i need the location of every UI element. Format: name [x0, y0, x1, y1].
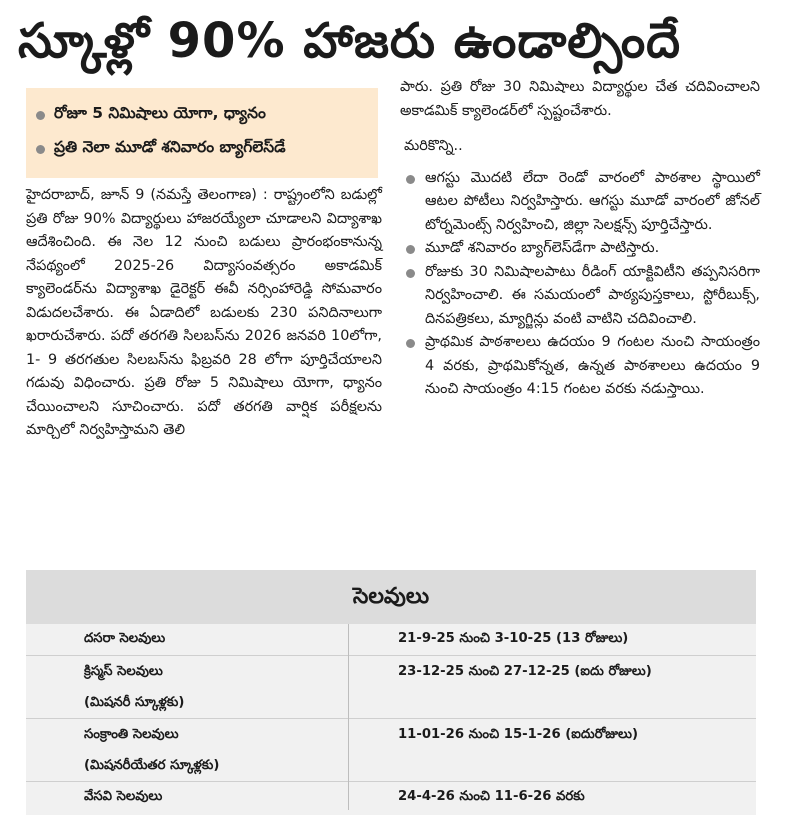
highlight-item [36, 98, 372, 132]
holiday-dates: 21-9-25 నుంచి 3-10-25 (13 రోజులు) [398, 630, 629, 646]
bullet-icon [406, 245, 415, 254]
holiday-dates: 23-12-25 నుంచి 27-12-25 (ఐదు రోజులు) [398, 664, 652, 679]
table-row [26, 719, 756, 781]
table-row [26, 656, 756, 718]
list-item-text: రోజుకు 30 నిమిషాలపాటు రీడింగ్ యాక్టివిటీని తప్పనిసరిగా నిర్వహించాలి. ఈ సమయంలో పాఠ్యపుస్తకాలు, స్టోరీబుక్స్, దినపత్రికలు, మ్యాగ్జిన్లు వంటి వాటిని చదివించాలి. [425, 263, 760, 327]
highlight-text: రోజూ 5 నిమిషాలు యోగా, ధ్యానం [54, 104, 266, 122]
right-column [400, 76, 760, 402]
highlight-text: ప్రతి నెలా మూడో శనివారం బ్యాగ్‌లెస్‌డే [54, 138, 286, 156]
more-heading: మరికొన్ని.. [404, 138, 463, 154]
list-item [400, 167, 760, 238]
bullet-icon [406, 175, 415, 184]
article-body: హైదరాబాద్, జూన్ 9 (నమస్తే తెలంగాణ) : రాష్ట్రంలోని బడుల్లో ప్రతి రోజు 90% విద్యార్థులు హాజరయ్యేలా చూడాలని విద్యాశాఖ ఆదేశించింది. ఈ నెల 12 నుంచి బడులు ప్రారంభంకానున్న నేపథ్యంలో 2025-26 విద్యాసంవత్సరం అకాడమిక్ క్యాలెండర్‌ను విద్యాశాఖ డైరెక్టర్ ఈవీ నర్సింహారెడ్డి సోమవారం విడుదలచేశారు. ఈ ఏడాదిలో బడులకు 230 పనిదినాలుగా ఖరారుచేశారు. పదో తరగతి సిలబస్‌ను 2026 జనవరి 10లోగా, 1- 9 తరగతుల సిలబస్‌ను ఫిబ్రవరి 28 లోగా పూర్తిచేయాలని గడువు విధించారు. ప్రతి రోజు 5 నిమిషాలు యోగా, ధ్యానం చేయించాలని సూచించారు. పదో తరగతి వార్షిక పరీక్షలను మార్చిలో నిర్వహిస్తామని తెలి [26, 187, 382, 438]
list-item-text: ఆగస్టు మొదటి లేదా రెండో వారంలో పాఠశాల స్థాయిలో ఆటల పోటీలు నిర్వహిస్తారు. ఆగస్టు మూడో వారంలో జోనల్ టోర్నమెంట్స్ నిర్వహించి, జిల్లా సెలక్షన్స్ పూర్తిచేస్తారు. [425, 169, 760, 233]
table-row [26, 624, 756, 655]
holiday-note: (మిషనరీ స్కూళ్లకు) [84, 695, 185, 710]
bullet-icon [36, 111, 45, 120]
holiday-name: క్రిస్మస్ సెలవులు [84, 664, 163, 679]
holiday-name: దసరా సెలవులు [84, 630, 166, 646]
bullet-icon [406, 269, 415, 278]
bullet-icon [406, 339, 415, 348]
left-column [26, 184, 382, 443]
holiday-name: సంక్రాంతి సెలవులు [84, 727, 179, 742]
holiday-name-cell [26, 719, 350, 781]
list-item-text: ప్రాథమిక పాఠశాలలు ఉదయం 9 గంటల నుంచి సాయంత్రం 4 వరకు, ప్రాథమికోన్నత, ఉన్నత పాఠశాలలు ఉదయం 9 నుంచి సాయంత్రం 4:15 గంటల వరకు నడుస్తాయి. [425, 334, 760, 397]
holiday-dates: 24-4-26 నుంచి 11-6-26 వరకు [398, 788, 585, 804]
article-continuation: పారు. ప్రతి రోజు 30 నిమిషాలు విద్యార్థుల చేత చదివించాలని అకాడమిక్ క్యాలెండర్‌లో స్పష్టంచేశారు. [400, 79, 760, 119]
highlight-item [36, 132, 372, 166]
list-item [400, 261, 760, 332]
table-row [26, 782, 756, 813]
holiday-note: (మిషనరీయేతర స్కూళ్లకు) [84, 758, 220, 773]
holidays-title: సెలవులు [26, 570, 756, 624]
list-item-text: మూడో శనివారం బ్యాగ్‌లెస్‌డేగా పాటిస్తారు. [425, 240, 660, 256]
bullet-icon [36, 145, 45, 154]
headline: స్కూళ్లో 90% హాజరు ఉండాల్సిందే [18, 13, 682, 69]
column-divider [348, 624, 349, 810]
holiday-dates: 11-01-26 నుంచి 15-1-26 (ఐదురోజులు) [398, 727, 638, 742]
holidays-table [26, 570, 756, 815]
highlights-box [26, 88, 378, 178]
list-item [400, 331, 760, 402]
holiday-name-cell [26, 656, 350, 718]
list-item [400, 237, 760, 261]
holiday-name: వేసవి సెలవులు [84, 788, 163, 804]
